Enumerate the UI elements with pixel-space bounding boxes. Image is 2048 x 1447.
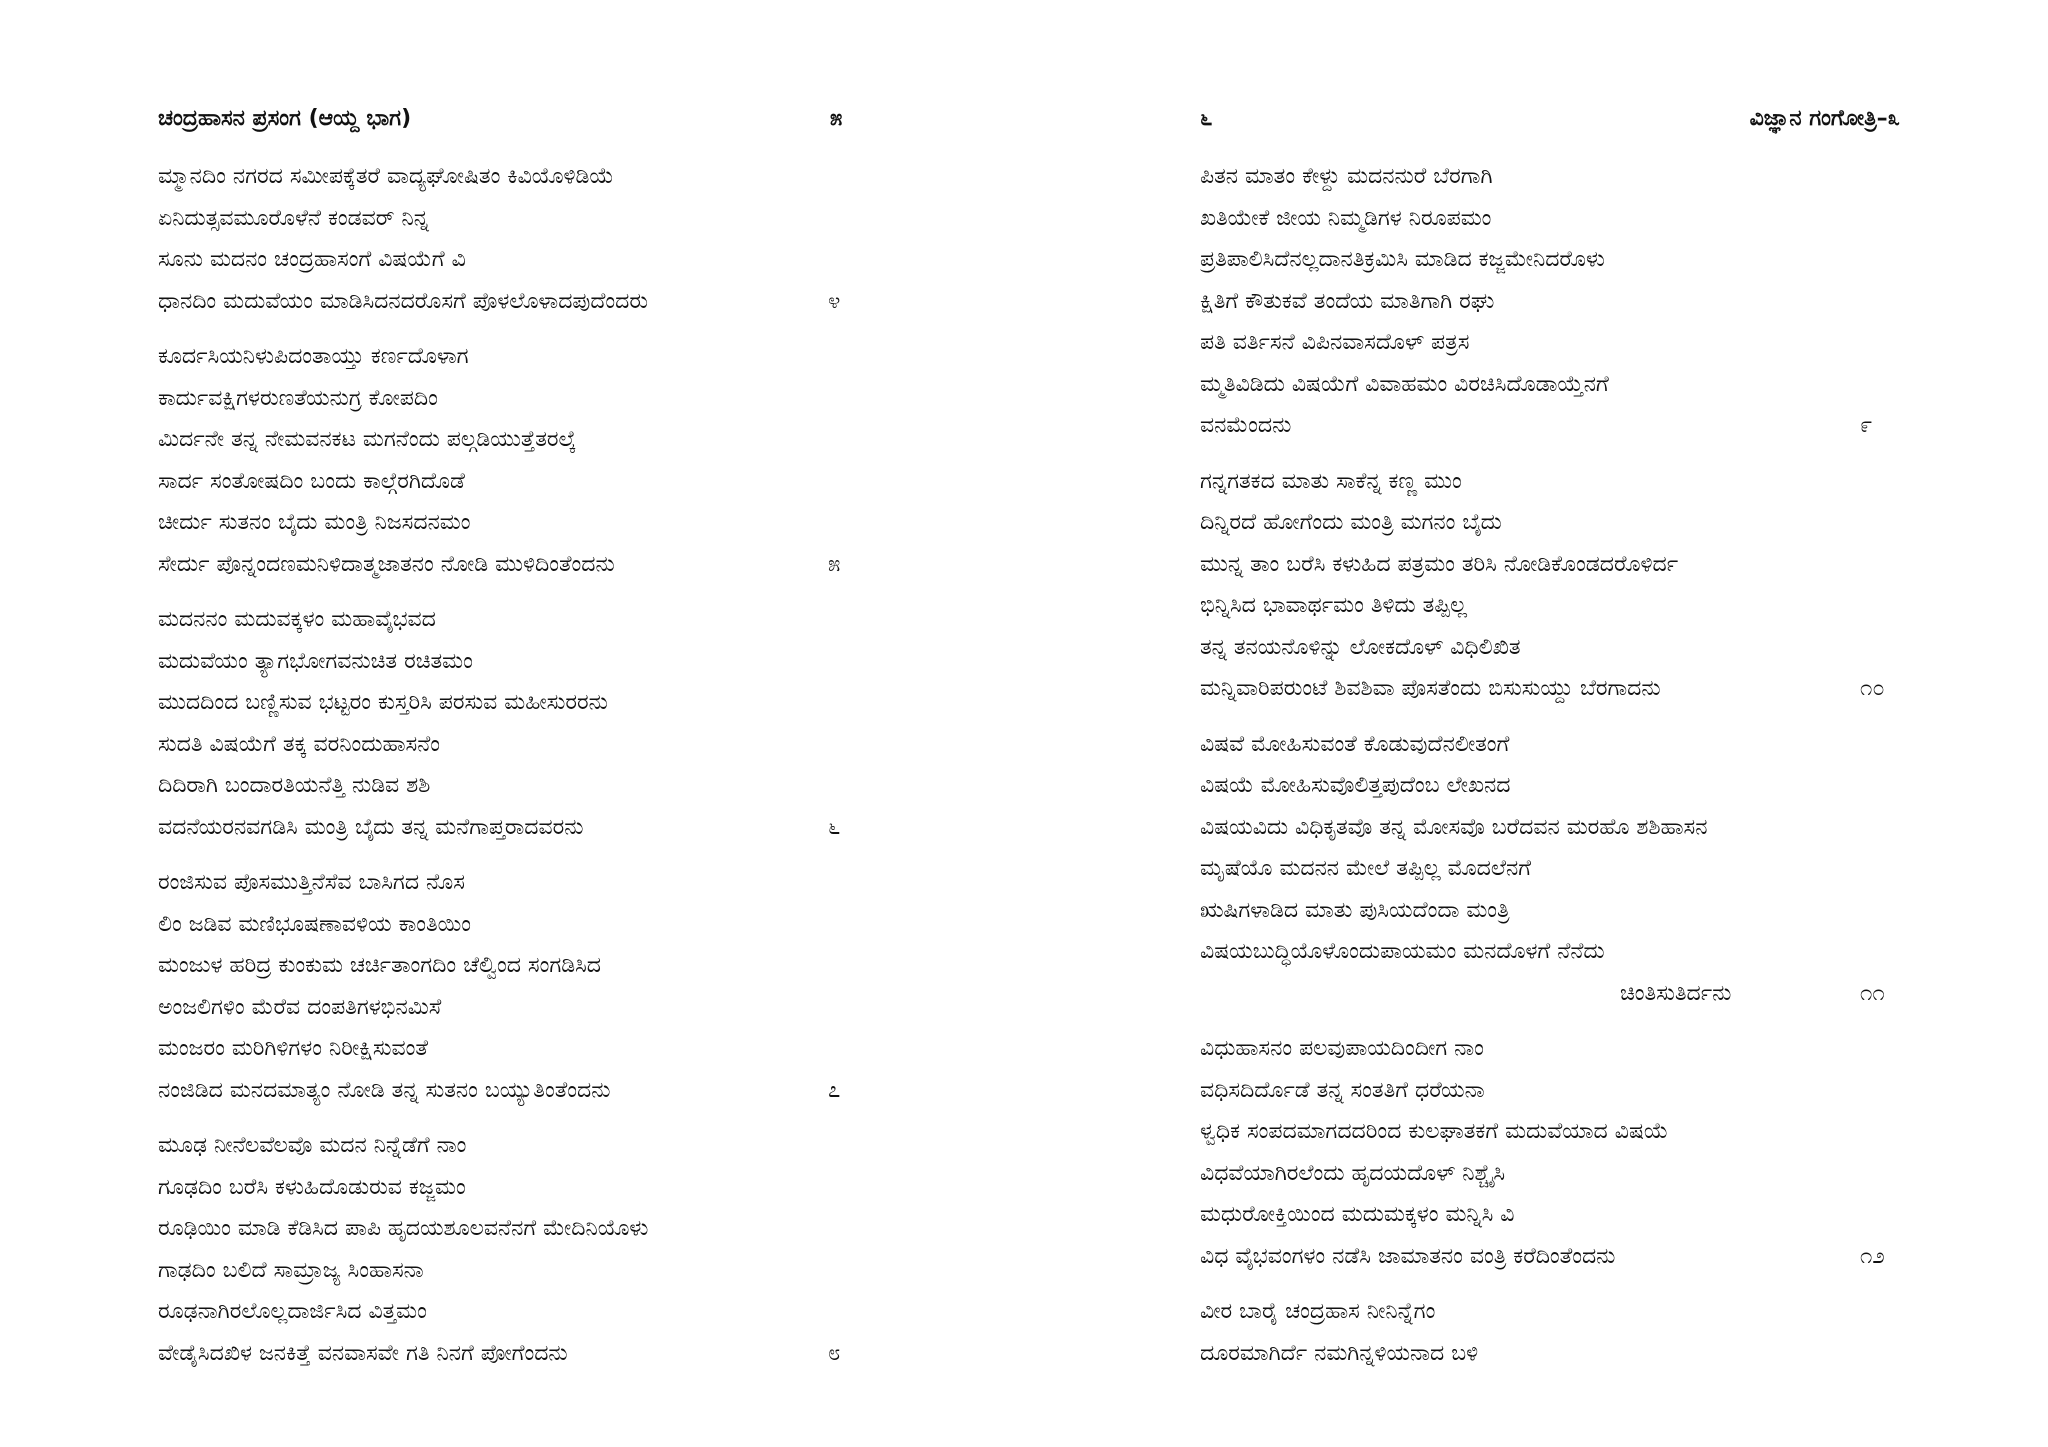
verse-text: ಸೂನು ಮದನಂ ಚಂದ್ರಹಾಸಂಗೆ ವಿಷಯೆಗೆ ವಿ	[158, 247, 466, 272]
verse-number: ೭	[828, 1077, 841, 1103]
verse-text: ಖತಿಯೇಕೆ ಜೀಯ ನಿಮ್ಮಡಿಗಳ ನಿರೂಪಮಂ	[1200, 205, 1492, 231]
verse-stanza	[1200, 1028, 1900, 1277]
verse-stanza	[158, 156, 858, 322]
verse-stanza	[1200, 724, 1900, 1015]
verse-stanza	[158, 862, 858, 1111]
right-page-number: ೬	[1200, 106, 1213, 131]
verse-line	[158, 1125, 858, 1167]
verse-text: ಮೃಷೆಯೊ ಮದನನ ಮೇಲೆ ತಪ್ಪಿಲ್ಲ ಮೊದಲೆನಗೆ	[1200, 856, 1532, 881]
verse-text: ವದನೆಯರನವಗಡಿಸಿ ಮಂತ್ರಿ ಬೈದು ತನ್ನ ಮನೆಗಾಪ್ತರಾದವರನು	[158, 814, 584, 840]
verse-text: ರೂಢನಾಗಿರಲೊಲ್ಲದಾರ್ಜಿಸಿದ ವಿತ್ತಮಂ	[158, 1299, 427, 1324]
verse-text: ವೀರ ಬಾರೈ ಚಂದ್ರಹಾಸ ನೀನಿನ್ನೆಗಂ	[1200, 1299, 1436, 1324]
verse-line	[158, 682, 858, 724]
verse-text: ನಂಜಿಡಿದ ಮನದಮಾತ್ಯಂ ನೋಡಿ ತನ್ನ ಸುತನಂ ಬಯ್ಯುತಿಂತೆಂದನು	[158, 1077, 611, 1103]
verse-text: ವಿಷಯಬುದ್ಧಿಯೊಳೊಂದುಪಾಯಮಂ ಮನದೊಳಗೆ ನೆನೆದು	[1200, 939, 1605, 964]
right-running-head	[1200, 100, 1900, 140]
right-head-title: ವಿಜ್ಞಾನ ಗಂಗೋತ್ರಿ–೩	[1749, 106, 1900, 131]
verse-text: ಮ್ಮಾನದಿಂ ನಗರದ ಸಮೀಪಕ್ಕೆತರೆ ವಾದ್ಯಘೋಷಿತಂ ಕಿವಿಯೊಳಿಡಿಯೆ	[158, 164, 614, 189]
verse-text: ಳ್ವಧಿಕ ಸಂಪದಮಾಗದದರಿಂದ ಕುಲಘಾತಕಗೆ ಮದುವೆಯಾದ ವಿಷಯೆ	[1200, 1119, 1669, 1144]
left-head-title: ಚಂದ್ರಹಾಸನ ಪ್ರಸಂಗ (ಆಯ್ದ ಭಾಗ)	[158, 106, 412, 131]
verse-line	[158, 641, 858, 683]
left-page-number: ೫	[830, 106, 843, 131]
verse-line	[1200, 198, 1900, 240]
verse-line	[1200, 668, 1900, 710]
verse-line	[158, 156, 858, 198]
verse-text: ಮುನ್ನ ತಾಂ ಬರೆಸಿ ಕಳುಹಿದ ಪತ್ರಮಂ ತರಿಸಿ ನೋಡಿಕೊಂಡದರೊಳಿರ್ದ	[1200, 551, 1679, 577]
verse-stanza	[158, 1125, 858, 1374]
verse-text: ಲಿಂ ಜಡಿವ ಮಣಿಭೂಷಣಾವಳಿಯ ಕಾಂತಿಯಿಂ	[158, 911, 472, 937]
verse-line	[158, 1333, 858, 1375]
verse-text: ದಿದಿರಾಗಿ ಬಂದಾರತಿಯನೆತ್ತಿ ನುಡಿವ ಶಶಿ	[158, 773, 431, 798]
verse-number: ೮	[828, 1340, 841, 1366]
verse-line	[1200, 281, 1900, 323]
verse-line	[158, 281, 858, 323]
verse-line	[158, 502, 858, 544]
verse-text: ಪ್ರತಿಪಾಲಿಸಿದೆನಲ್ಲದಾನತಿಕ್ರಮಿಸಿ ಮಾಡಿದ ಕಜ್ಜಮೇನಿದರೊಳು	[1200, 247, 1605, 272]
verse-text: ಮನ್ನಿವಾರಿಪರುಂಟೆ ಶಿವಶಿವಾ ಪೊಸತೆಂದು ಬಿಸುಸುಯ್ದು ಬೆರಗಾದನು	[1200, 676, 1661, 701]
verse-text: ಏನಿದುತ್ಸವಮೂರೊಳೆನೆ ಕಂಡವರ್ ನಿನ್ನ	[158, 205, 429, 231]
verse-line	[158, 765, 858, 807]
verse-line	[158, 419, 858, 461]
verse-line	[1200, 1194, 1900, 1236]
verse-line	[1200, 848, 1900, 890]
verse-text: ಮಂಜರಂ ಮರಿಗಿಳಿಗಳಂ ನಿರೀಕ್ಷಿಸುವಂತೆ	[158, 1036, 428, 1061]
verse-line	[1200, 1028, 1900, 1070]
verse-stanza	[1200, 1291, 1900, 1374]
verse-line	[158, 1291, 858, 1333]
verse-text: ವಧಿಸದಿರ್ದೊಡೆ ತನ್ನ ಸಂತತಿಗೆ ಧರೆಯನಾ	[1200, 1077, 1485, 1103]
verse-line	[158, 378, 858, 420]
verse-text: ರಂಜಿಸುವ ಪೊಸಮುತ್ತಿನೆಸೆವ ಬಾಸಿಗದ ನೊಸ	[158, 870, 465, 895]
verse-line	[158, 807, 858, 849]
verse-text: ಮೂಢ ನೀನೆಲವೆಲವೊ ಮದನ ನಿನ್ನೆಡೆಗೆ ನಾಂ	[158, 1133, 467, 1158]
verse-line	[1200, 1111, 1900, 1153]
verse-line	[1200, 890, 1900, 932]
verse-text: ಗನ್ನಗತಕದ ಮಾತು ಸಾಕೆನ್ನ ಕಣ್ಣ ಮುಂ	[1200, 468, 1462, 494]
verse-stanza	[158, 336, 858, 585]
verse-text: ಕಾರ್ದುವಕ್ಷಿಗಳರುಣತೆಯನುಗ್ರ ಕೋಪದಿಂ	[158, 385, 438, 411]
verse-text: ವೇಡೈಸಿದಖಿಳ ಜನಕಿತ್ತೆ ವನವಾಸವೇ ಗತಿ ನಿನಗೆ ಪೋಗೆಂದನು	[158, 1340, 568, 1366]
verse-line	[1200, 461, 1900, 503]
verse-line	[158, 987, 858, 1029]
verse-line	[1200, 931, 1900, 973]
verse-line	[158, 1028, 858, 1070]
verse-line	[158, 198, 858, 240]
verse-text: ವಿಧುಹಾಸನಂ ಪಲವುಪಾಯದಿಂದೀಗ ನಾಂ	[1200, 1036, 1484, 1061]
verse-stanza	[1200, 156, 1900, 447]
verse-text: ದೂರಮಾಗಿರ್ದೆ ನಮಗಿನ್ನಳಿಯನಾದ ಬಳಿ	[1200, 1340, 1479, 1366]
verse-number: ೧೨	[1860, 1243, 1885, 1269]
verse-line	[1200, 239, 1900, 281]
verse-line	[1200, 1236, 1900, 1278]
verse-line	[1200, 322, 1900, 364]
verse-line	[158, 1208, 858, 1250]
verse-line	[158, 1070, 858, 1112]
verse-number: ೧೦	[1860, 676, 1885, 701]
verse-text: ಧಾನದಿಂ ಮದುವೆಯಂ ಮಾಡಿಸಿದನದರೊಸಗೆ ಪೊಳಲೊಳಾದಪುದೆಂದರು	[158, 288, 648, 314]
verse-line	[1200, 364, 1900, 406]
verse-text: ಭಿನ್ನಿಸಿದ ಭಾವಾರ್ಥಮಂ ತಿಳಿದು ತಪ್ಪಿಲ್ಲ	[1200, 593, 1468, 618]
verse-line	[158, 904, 858, 946]
verse-line	[158, 945, 858, 987]
verse-text: ಋಷಿಗಳಾಡಿದ ಮಾತು ಪುಸಿಯದೆಂದಾ ಮಂತ್ರಿ	[1200, 897, 1510, 923]
verse-text: ಮಂಜುಳ ಹರಿದ್ರ ಕುಂಕುಮ ಚರ್ಚಿತಾಂಗದಿಂ ಚೆಲ್ವಿಂದ ಸಂಗಡಿಸಿದ	[158, 953, 602, 978]
verse-text: ಮದುವೆಯಂ ತ್ಯಾಗಭೋಗವನುಚಿತ ರಚಿತಮಂ	[158, 648, 473, 674]
verse-text: ಚೀರ್ದು ಸುತನಂ ಬೈದು ಮಂತ್ರಿ ನಿಜಸದನಮಂ	[158, 510, 471, 535]
verse-text: ಗೂಢದಿಂ ಬರೆಸಿ ಕಳುಹಿದೊಡುರುವ ಕಜ್ಜಮಂ	[158, 1174, 466, 1200]
verse-line	[1200, 724, 1900, 766]
verse-line	[1200, 585, 1900, 627]
verse-number: ೬	[828, 814, 841, 840]
verse-text: ಸೇರ್ದು ಪೊನ್ನಂದಣಮನಿಳಿದಾತ್ಮಜಾತನಂ ನೋಡಿ ಮುಳಿದಿಂತೆಂದನು	[158, 551, 615, 577]
verse-text: ಪತಿ ವರ್ತಿಸನೆ ವಿಪಿನವಾಸದೊಳ್ ಪತ್ರಸ	[1200, 330, 1470, 355]
verse-line	[1200, 973, 1900, 1015]
verse-text: ವಿಧ ವೈಭವಂಗಳಂ ನಡೆಸಿ ಜಾಮಾತನಂ ವಂತ್ರಿ ಕರೆದಿಂತೆಂದನು	[1200, 1243, 1616, 1269]
verse-text: ಕೂರ್ದಸಿಯನಿಳುಪಿದಂತಾಯ್ತು ಕರ್ಣದೊಳಾಗ	[158, 344, 469, 369]
verse-line	[158, 599, 858, 641]
right-page	[1200, 100, 1900, 1388]
verse-text: ಮ್ಮತಿವಿಡಿದು ವಿಷಯೆಗೆ ವಿವಾಹಮಂ ವಿರಚಿಸಿದೊಡಾಯ್ತೆನಗೆ	[1200, 371, 1609, 397]
verse-text: ಪಿತನ ಮಾತಂ ಕೇಳ್ದು ಮದನನುರೆ ಬೆರಗಾಗಿ	[1200, 164, 1493, 189]
verse-number: ೧೧	[1860, 980, 1885, 1006]
left-running-head	[158, 100, 858, 140]
verse-text: ಅಂಜಲಿಗಳಿಂ ಮೆರೆವ ದಂಪತಿಗಳಭಿನಮಿಸೆ	[158, 994, 442, 1020]
verse-text: ಸುದತಿ ವಿಷಯೆಗೆ ತಕ್ಕ ವರನಿಂದುಹಾಸನೆಂ	[158, 731, 441, 757]
verse-text: ಮುದದಿಂದ ಬಣ್ಣಿಸುವ ಭಟ್ಟರಂ ಕುಸ್ತರಿಸಿ ಪರಸುವ ಮಹೀಸುರರನು	[158, 690, 608, 715]
verse-text: ಚಿಂತಿಸುತಿರ್ದನು	[1620, 980, 1732, 1006]
verse-stanza	[1200, 461, 1900, 710]
verse-line	[1200, 1333, 1900, 1375]
verse-line	[158, 1167, 858, 1209]
verse-text: ತನ್ನ ತನಯನೊಳಿನ್ನು ಲೋಕದೊಳ್ ವಿಧಿಲಿಖಿತ	[1200, 634, 1521, 660]
verse-line	[1200, 502, 1900, 544]
verse-line	[1200, 156, 1900, 198]
verse-stanza	[158, 599, 858, 848]
verse-line	[158, 1250, 858, 1292]
verse-number: ೯	[1860, 413, 1873, 438]
verse-line	[1200, 765, 1900, 807]
verse-line	[1200, 405, 1900, 447]
verse-line	[158, 544, 858, 586]
verse-text: ಮಿರ್ದನೇ ತನ್ನ ನೇಮವನಕಟ ಮಗನೆಂದು ಪಲ್ಗಡಿಯುತ್ತೆತರಲ್ಕೆ	[158, 427, 576, 452]
verse-text: ವಿಷಯೆ ಮೋಹಿಸುವೊಲಿತ್ತಪುದೆಂಬ ಲೇಖನದ	[1200, 773, 1511, 798]
verse-text: ವಿಷವೆ ಮೋಹಿಸುವಂತೆ ಕೊಡುವುದೆನಲೀತಂಗೆ	[1200, 731, 1510, 757]
verse-line	[1200, 1070, 1900, 1112]
verse-text: ವಿಷಯವಿದು ವಿಧಿಕೃತವೊ ತನ್ನ ಮೋಸವೊ ಬರೆದವನ ಮರಹೊ ಶಶಿಹಾಸನ	[1200, 814, 1708, 840]
verse-line	[158, 336, 858, 378]
verse-text: ಮಧುರೋಕ್ತಿಯಿಂದ ಮದುಮಕ್ಕಳಂ ಮನ್ನಿಸಿ ವಿ	[1200, 1202, 1515, 1227]
verse-text: ಗಾಢದಿಂ ಬಲಿದೆ ಸಾಮ್ರಾಜ್ಯ ಸಿಂಹಾಸನಾ	[158, 1257, 424, 1283]
verse-text: ಮದನನಂ ಮದುವಕ್ಕಳಂ ಮಹಾವೈಭವದ	[158, 607, 436, 632]
verse-line	[1200, 627, 1900, 669]
verse-text: ರೂಢಿಯಿಂ ಮಾಡಿ ಕೆಡಿಸಿದ ಪಾಪಿ ಹೃದಯಶೂಲವನೆನಗೆ ಮೇದಿನಿಯೊಳು	[158, 1216, 649, 1241]
verse-line	[158, 862, 858, 904]
verse-text: ವನಮೆಂದನು	[1200, 413, 1292, 438]
verse-line	[158, 461, 858, 503]
verse-line	[158, 239, 858, 281]
verse-number: ೪	[828, 288, 841, 314]
verse-text: ಕ್ಷಿತಿಗೆ ಕೌತುಕವೆ ತಂದೆಯ ಮಾತಿಗಾಗಿ ರಘು	[1200, 288, 1495, 314]
verse-line	[158, 724, 858, 766]
verse-line	[1200, 544, 1900, 586]
verse-text: ದಿನ್ನಿರದೆ ಹೋಗೆಂದು ಮಂತ್ರಿ ಮಗನಂ ಬೈದು	[1200, 510, 1502, 535]
verse-text: ಸಾರ್ದ ಸಂತೋಷದಿಂ ಬಂದು ಕಾಲ್ಗೆರಗಿದೊಡೆ	[158, 468, 465, 494]
verse-text: ವಿಧವೆಯಾಗಿರಲೆಂದು ಹೃದಯದೊಳ್ ನಿಶ್ಚೈಸಿ	[1200, 1160, 1506, 1186]
verse-number: ೫	[828, 551, 841, 577]
left-page	[158, 100, 858, 1388]
verse-line	[1200, 1153, 1900, 1195]
verse-line	[1200, 1291, 1900, 1333]
verse-line	[1200, 807, 1900, 849]
